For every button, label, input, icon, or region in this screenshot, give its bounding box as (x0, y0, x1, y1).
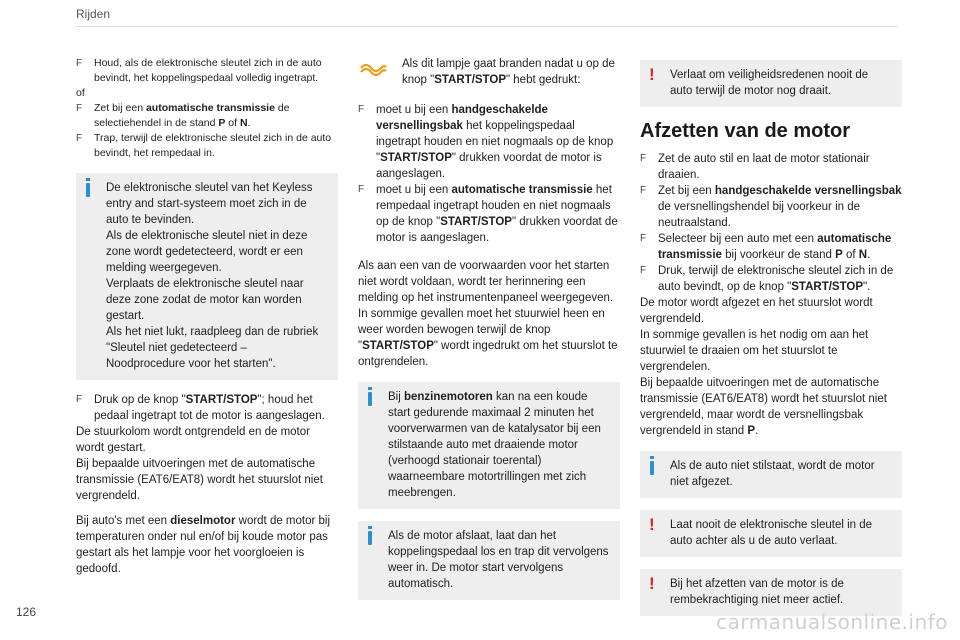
warning-text: Bij het afzetten van de motor is de rembekrachtiging niet meer actief. (670, 578, 844, 606)
warning-text: Laat nooit de elektronische sleutel in de auto achter als u de auto verlaat. (670, 519, 873, 547)
bullet-text: Druk op de knop "START/STOP"; houd het pedaal ingetrapt tot de motor is aangeslagen. (94, 394, 325, 422)
paragraph: Bij bepaalde uitvoeringen met de automatische transmissie (EAT6/EAT8) wordt het stuurslot niet vergrendeld, maar wordt de versnellingsbak vergrendeld in stand P. (640, 377, 887, 437)
lamp-text: Als dit lampje gaat branden nadat u op de knop "START/STOP" hebt gedrukt: (402, 58, 615, 86)
info-text: Bij benzinemotoren kan na een koude start gedurende maximaal 2 minuten het voorverwarmen van de katalysator bij een stilstaande auto met draaiende motor (verhoogd stationair toerental) waarneembare motortrillingen met zich meebrengen. (388, 391, 601, 499)
bullet-text: Trap, terwijl de elektronische sleutel zich in de auto bevindt, het rempedaal in. (94, 132, 332, 159)
info-icon (86, 183, 90, 197)
warning-text: Verlaat om veiligheidsredenen nooit de auto terwijl de motor nog draait. (670, 69, 869, 97)
paragraph: De motor wordt afgezet en het stuurslot wordt vergrendeld. (640, 297, 873, 325)
paragraph: Als aan een van de voorwaarden voor het starten niet wordt voldaan, wordt ter herinnering een melding op het instrumentenpaneel weergegeven. (358, 260, 614, 304)
bullet-marker: F (640, 185, 647, 196)
bullet-text: Zet de auto stil en laat de motor stationair draaien. (658, 153, 870, 181)
bullet-marker: F (76, 58, 83, 69)
bullet-text: moet u bij een automatische transmissie het rempedaal ingetrapt houden en niet nogmaals op de knop "START/STOP" drukken voordat de motor is aangeslagen. (376, 184, 618, 244)
bullet-marker: F (358, 104, 365, 115)
warning-box-leave (640, 60, 902, 107)
bullet-text: Zet bij een handgeschakelde versnellingsbak de versnellingshendel bij voorkeur in de neutraalstand. (658, 185, 902, 229)
heading-stop-engine: Afzetten van de motor (640, 120, 851, 142)
info-icon (368, 392, 372, 406)
info-text: Als de motor afslaat, laat dan het koppelingspedaal los en trap dit vervolgens weer in. De motor start vervolgens automatisch. (388, 530, 609, 590)
warning-box-key (640, 510, 902, 557)
info-text: Als de auto niet stilstaat, wordt de motor niet afgezet. (670, 460, 875, 488)
bullet-item (358, 182, 620, 246)
info-text: Als de elektronische sleutel niet in deze zone wordt gedetecteerd, wordt er een melding weergegeven. (106, 230, 308, 274)
paragraph: Bij auto's met een dieselmotor wordt de motor bij temperaturen onder nul en/of bij koude motor pas gestart als het lampje voor het voorgloeien is gedoofd. (76, 515, 331, 575)
info-box-keyless (76, 173, 338, 380)
bullet-marker: F (640, 233, 647, 244)
page-number: 126 (16, 605, 37, 619)
info-text: De elektronische sleutel van het Keyless entry and start-systeem moet zich in de auto te bevinden. (106, 182, 313, 226)
paragraph: Bij bepaalde uitvoeringen met de automatische transmissie (EAT6/EAT8) wordt het stuurslot niet vergrendeld. (76, 458, 323, 502)
warning-icon: ! (649, 515, 655, 534)
warning-icon: ! (649, 65, 655, 84)
section-title: Rijden (76, 7, 111, 21)
bullet-marker: F (640, 153, 647, 164)
bullet-item (640, 263, 902, 295)
bullet-marker: F (76, 133, 83, 144)
bullet-item (76, 56, 338, 86)
info-box-not-stopped (640, 451, 902, 498)
paragraph: In sommige gevallen is het nodig om aan het stuurwiel te draaien om het stuurslot te vergrendelen. (640, 329, 869, 373)
bullet-text: Houd, als de elektronische sleutel zich in de auto bevindt, het koppelingspedaal volledig ingetrapt. (94, 57, 322, 84)
bullet-item (76, 131, 338, 161)
bullet-marker: F (640, 265, 647, 276)
bullet-marker: F (76, 103, 83, 114)
bullet-marker: F (358, 184, 365, 195)
header-rule (76, 26, 898, 27)
info-box-stall (358, 521, 620, 600)
paragraph: In sommige gevallen moet het stuurwiel heen en weer worden bewogen terwijl de knop "START/STOP" wordt ingedrukt om het stuurslot te ontgrendelen. (358, 308, 618, 368)
preheat-lamp-icon (358, 58, 388, 84)
bullet-item (640, 183, 902, 231)
bullet-item (640, 231, 902, 263)
bullet-text: moet u bij een handgeschakelde versnellingsbak het koppelingspedaal ingetrapt houden en niet nogmaals op de knop "START/STOP" drukken voordat de motor is aangeslagen. (376, 104, 614, 180)
or-text: of (76, 87, 85, 99)
bullet-item (76, 101, 338, 131)
column-left (76, 56, 338, 577)
bullet-marker: F (76, 394, 83, 405)
column-middle (358, 56, 620, 600)
warning-box-brake (640, 569, 902, 616)
bullet-text: Selecteer bij een auto met een automatische transmissie bij voorkeur de stand P of N. (658, 233, 892, 261)
bullet-item (640, 151, 902, 183)
info-text: Als het niet lukt, raadpleeg dan de rubriek "Sleutel niet gedetecteerd – Noodprocedure voor het starten". (106, 326, 319, 370)
watermark: carmanualsonline.info (716, 610, 948, 634)
bullet-item (358, 102, 620, 182)
info-text: Verplaats de elektronische sleutel naar deze zone zodat de motor kan worden gestart. (106, 278, 304, 322)
warning-icon: ! (649, 574, 655, 593)
info-icon (368, 531, 372, 545)
bullet-text: Zet bij een automatische transmissie de selectiehendel in de stand P of N. (94, 102, 290, 129)
paragraph: De stuurkolom wordt ontgrendeld en de motor wordt gestart. (76, 426, 310, 454)
bullet-item (76, 392, 338, 424)
info-box-petrol (358, 382, 620, 509)
column-right (640, 60, 902, 616)
info-icon (650, 461, 654, 475)
bullet-text: Druk, terwijl de elektronische sleutel zich in de auto bevindt, op de knop "START/STOP". (658, 265, 894, 293)
lamp-note (358, 56, 620, 90)
